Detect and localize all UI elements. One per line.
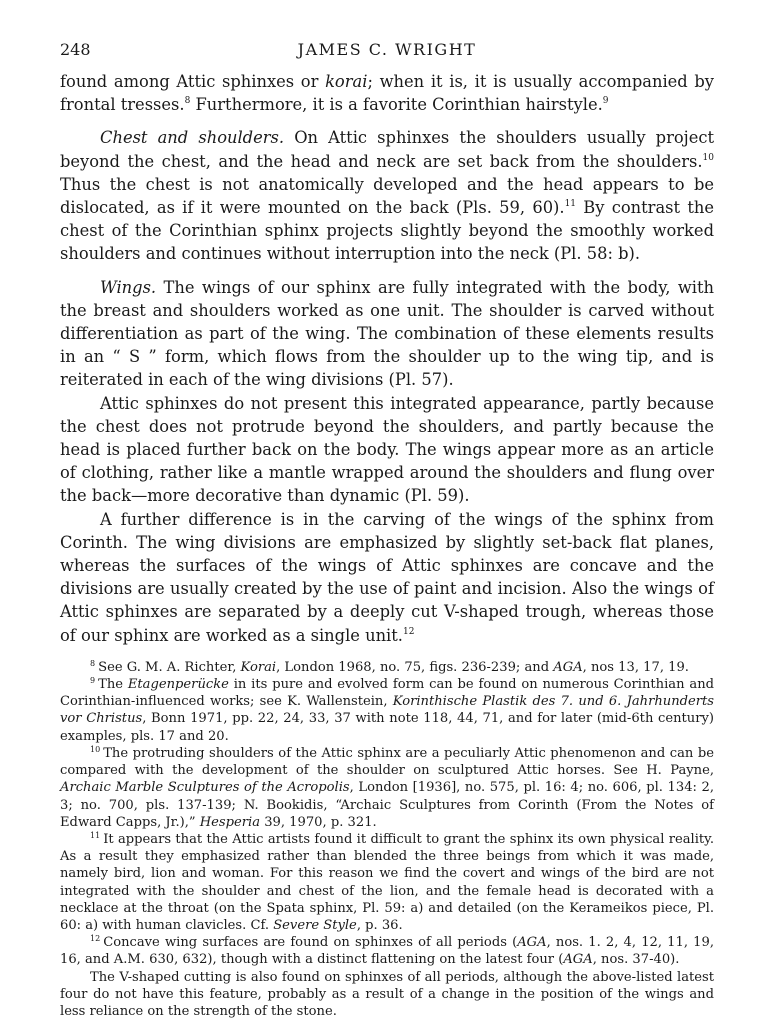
italic-term: Etagenperücke xyxy=(127,677,229,693)
text-run: The protruding shoulders of the Attic sphinx are a peculiarly Attic phenomenon and can be compared with the development of the shoulder on sculptured Attic horses. See H. Payne, xyxy=(60,745,714,779)
running-head: JAMES C. WRIGHT xyxy=(297,40,477,59)
body-text xyxy=(60,70,714,647)
text-run: A further difference is in the carving of the wings of the sphinx from Corinth. The wing divisions are emphasized by slightly set-back flat planes, whereas the surfaces of the wings of Attic sphinxes are concave and the divisions are usually created by the use of paint and incision. Also the wings of Attic sphinxes are separated by a deeply cut V-shaped trough, whereas those of our sphinx are worked as a single unit. xyxy=(60,509,714,645)
footnote-number: 10 xyxy=(90,744,101,754)
footnote-number: 11 xyxy=(90,830,101,840)
footnote-12 xyxy=(60,934,714,968)
text-run: 39, 1970, p. 321. xyxy=(260,814,377,830)
text-run: , London 1968, no. 75, figs. 236-239; and xyxy=(276,659,554,675)
footnote-number: 9 xyxy=(90,676,96,686)
footnote-ref: 10 xyxy=(702,152,714,163)
paragraph-wings xyxy=(60,276,714,392)
section-heading: Wings. xyxy=(100,277,157,297)
italic-title: Archaic Marble Sculptures of the Acropolis xyxy=(60,780,350,796)
italic-title: Korai xyxy=(240,659,277,675)
text-run: Furthermore, it is a favorite Corinthian hairstyle. xyxy=(190,95,603,115)
text-run: By contrast the chest of the Corinthian sphinx projects slightly beyond the smoothly worked shoulders and continues without interruption into the neck (Pl. 58: b). xyxy=(60,198,714,264)
italic-title: AGA xyxy=(553,659,583,675)
footnote-number: 12 xyxy=(90,934,101,944)
footnote-ref: 11 xyxy=(564,199,577,210)
italic-title: Hesperia xyxy=(199,814,261,830)
text-run: found among Attic sphinxes or xyxy=(60,72,326,91)
text-run: The wings of our sphinx are fully integrated with the body, with the breast and shoulders worked as one unit. The shoulder is carved without differentiation as part of the wing. The combination of these elements results in an “ S ” form, which flows from the shoulder up to the wing tip, and is reiterated in each of the wing divisions (Pl. 57). xyxy=(60,277,714,390)
footnote-8 xyxy=(60,659,714,676)
text-run: , Bonn 1971, pp. 22, 24, 33, 37 with note 118, 44, 71, and for later (mid-6th century) examples, pls. 17 and 20. xyxy=(60,711,714,744)
text-run: , nos. 37-40). xyxy=(592,952,680,968)
text-run: ; when it is, it is usually accompanied by frontal tresses. xyxy=(60,72,714,115)
page-number: 248 xyxy=(60,40,91,59)
italic-title: Korinthische Plastik des 7. und 6. Jahrhunderts vor Christus xyxy=(60,694,714,727)
footnotes xyxy=(60,659,714,1020)
footnote-ref: 8 xyxy=(184,96,191,107)
italic-title: Severe Style xyxy=(273,917,357,933)
paragraph-attic-wings xyxy=(60,392,714,508)
text-run: Thus the chest is not anatomically developed and the head appears to be dislocated, as if it were mounted on the back (Pls. 59, 60). xyxy=(60,174,714,218)
text-run: The xyxy=(98,677,128,693)
footnote-ref: 9 xyxy=(602,96,609,107)
section-heading: Chest and shoulders. xyxy=(100,128,285,148)
paragraph-chest-shoulders xyxy=(60,126,714,265)
footnote-number: 8 xyxy=(90,658,96,668)
paragraph-1 xyxy=(60,70,714,116)
text-run: The V-shaped cutting is also found on sphinxes of all periods, although the above-listed latest four do not have this feature, probably as a result of a change in the position of the wings and less reliance on the strength of the stone. xyxy=(60,969,714,1019)
text-run: , nos 13, 17, 19. xyxy=(582,659,689,675)
footnote-ref: 12 xyxy=(403,626,415,637)
text-run: , nos. 1. 2, 4, 12, 11, 19, 16, and A.M. 630, 632), though with a distinct flattening on the latest four ( xyxy=(60,935,714,968)
footnote-11 xyxy=(60,831,714,934)
page-header xyxy=(60,40,714,70)
text-run: See G. M. A. Richter, xyxy=(98,659,241,675)
footnote-12-continued xyxy=(60,969,714,1021)
italic-term: korai xyxy=(325,72,368,91)
page xyxy=(60,40,714,1020)
footnote-9 xyxy=(60,676,714,745)
text-run: It appears that the Attic artists found it difficult to grant the sphinx its own physical reality. As a result they emphasized rather than blended the three beings from which it was made, namely bird, lion and woman. For this reason we find the covert and wings of the bird are not integrated with the shoulder and chest of the lion, and the female head is decorated with a necklace at the throat (on the Spata sphinx, Pl. 59: a) and detailed (on the Kerameikos piece, Pl. 60: a) with human clavicles. Cf. xyxy=(60,831,714,933)
text-run: in its pure and evolved form can be found on numerous Corinthian and Corinthian-influenced works; see K. Wallenstein, xyxy=(60,677,715,710)
italic-title: AGA xyxy=(563,952,593,968)
paragraph-further-difference xyxy=(60,508,714,647)
text-run: , London [1936], no. 575, pl. 16: 4; no. 606, pl. 134: 2, 3; no. 700, pls. 137-139; N. Bookidis, “Archaic Sculptures from Corinth (From the Notes of Edward Capps, Jr.),” xyxy=(60,780,715,830)
text-run: Concave wing surfaces are found on sphinxes of all periods ( xyxy=(103,935,518,951)
text-run: Attic sphinxes do not present this integrated appearance, partly because the chest does not protrude beyond the shoulders, and partly because the head is placed further back on the body. The wings appear more as an article of clothing, rather like a mantle wrapped around the shoulders and flung over the back—more decorative than dynamic (Pl. 59). xyxy=(60,393,714,506)
text-run: , p. 36. xyxy=(356,917,403,933)
text-run: On Attic sphinxes the shoulders usually project beyond the chest, and the head and neck are set back from the shoulders. xyxy=(60,128,714,171)
italic-title: AGA xyxy=(517,935,547,951)
footnote-10 xyxy=(60,745,714,831)
